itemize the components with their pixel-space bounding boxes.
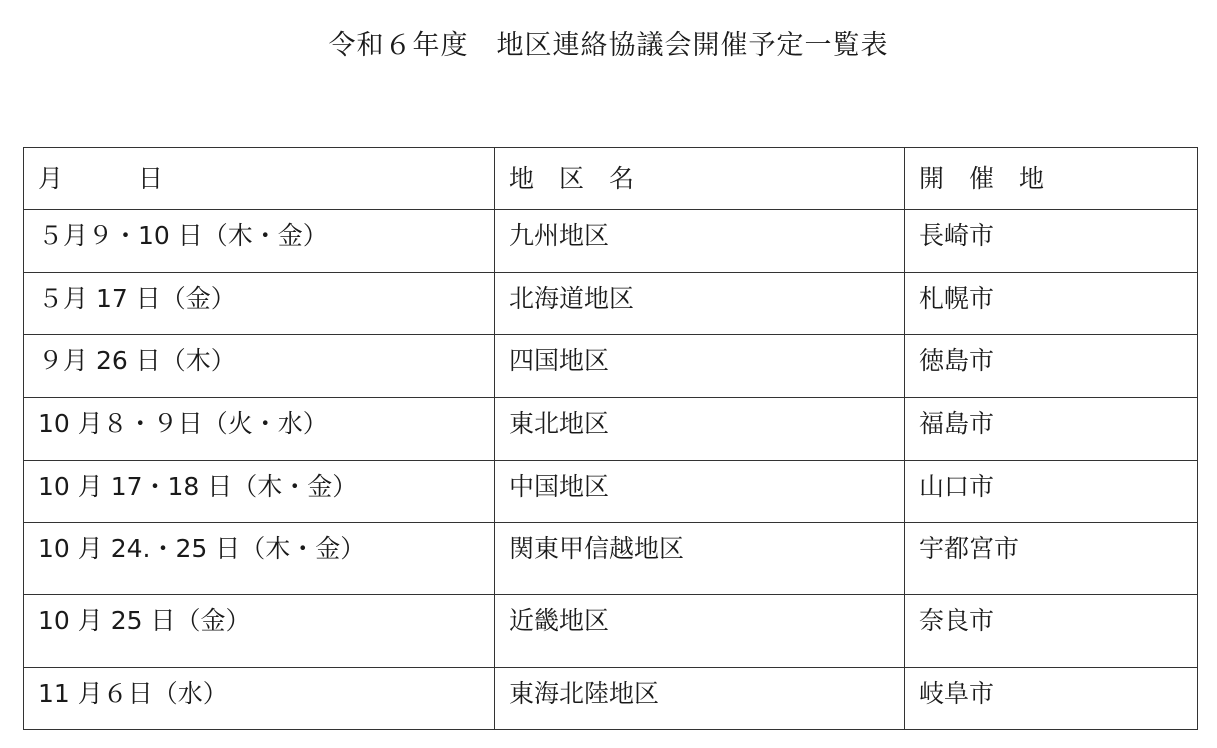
- cell-area: 中国地区: [495, 461, 905, 523]
- cell-area: 関東甲信越地区: [495, 523, 905, 595]
- table-header-row: [24, 148, 1198, 210]
- cell-venue: 徳島市: [905, 335, 1198, 398]
- cell-date: 10 月８・９日（火・水）: [24, 398, 495, 461]
- schedule-table: [23, 147, 1198, 730]
- cell-venue: 山口市: [905, 461, 1198, 523]
- table-row: [24, 335, 1198, 398]
- cell-area: 九州地区: [495, 210, 905, 273]
- cell-venue: 岐阜市: [905, 668, 1198, 730]
- header-date: 月 日: [24, 148, 495, 210]
- header-venue: 開 催 地: [905, 148, 1198, 210]
- table-row: [24, 523, 1198, 595]
- cell-area: 東北地区: [495, 398, 905, 461]
- cell-date: 11 月６日（水）: [24, 668, 495, 730]
- cell-date: 10 月 24.・25 日（木・金）: [24, 523, 495, 595]
- table-row: [24, 273, 1198, 335]
- cell-venue: 長崎市: [905, 210, 1198, 273]
- cell-area: 四国地区: [495, 335, 905, 398]
- header-area: 地 区 名: [495, 148, 905, 210]
- page-title: 令和６年度 地区連絡協議会開催予定一覧表: [328, 30, 889, 61]
- cell-venue: 奈良市: [905, 595, 1198, 668]
- table-row: [24, 210, 1198, 273]
- cell-date: 10 月 17・18 日（木・金）: [24, 461, 495, 523]
- cell-venue: 福島市: [905, 398, 1198, 461]
- table-row: [24, 668, 1198, 730]
- cell-area: 北海道地区: [495, 273, 905, 335]
- cell-date: ９月 26 日（木）: [24, 335, 495, 398]
- table-row: [24, 595, 1198, 668]
- table-row: [24, 398, 1198, 461]
- cell-date: ５月 17 日（金）: [24, 273, 495, 335]
- cell-area: 東海北陸地区: [495, 668, 905, 730]
- cell-venue: 宇都宮市: [905, 523, 1198, 595]
- cell-area: 近畿地区: [495, 595, 905, 668]
- cell-date: 10 月 25 日（金）: [24, 595, 495, 668]
- cell-date: ５月９・10 日（木・金）: [24, 210, 495, 273]
- cell-venue: 札幌市: [905, 273, 1198, 335]
- table-row: [24, 461, 1198, 523]
